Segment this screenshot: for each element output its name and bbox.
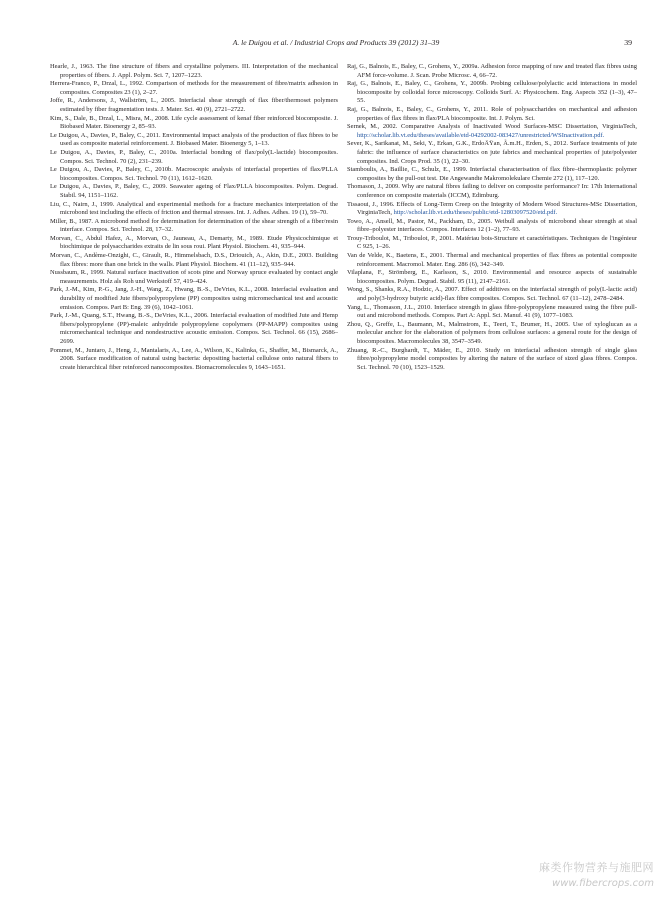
reference-text: Herrera-Franco, P., Drzal, L., 1992. Comparison of methods for the measurement of fibre/matrix adhesion in composites. Composites 23 (1), 2–27. (50, 80, 338, 96)
reference-text: Morvan, C., Abdul Hafez, A., Morvan, O., Jauneau, A., Demarty, M., 1989. Etude Physicochimique et biochimique de polysaccharides extraits de lin sous roui. Plant Physiol. Biochem. 41, 935–944. (50, 234, 338, 251)
reference-link[interactable]: http://scholar.lib.vt.edu/theses/public/etd-12803097520/etd.pdf. (393, 209, 558, 217)
reference-entry (347, 123, 637, 140)
reference-entry (50, 149, 338, 166)
reference-entry (347, 106, 637, 123)
reference-text: Sever, K., Sarikanat, M., Seki, Y., Erkan, G.K., ErdoÄŸan, Ã.m.H., Erden, S., 2012. Surface treatments of jute fabric: the influence of surface characteristics on jute fabrics and mechanical properties of jute/polyester composites. Ind. Crops Prod. 35 (1), 22–30. (347, 140, 637, 165)
reference-text: Nussbaum, R., 1999. Natural surface inactivation of scots pine and Norway spruce evaluated by contact angle measurements. Holz als Roh und Werkstoff 57, 419–424. (50, 269, 338, 285)
reference-entry (50, 235, 338, 252)
reference-entry (50, 201, 338, 218)
reference-entry (50, 286, 338, 312)
reference-entry (347, 201, 637, 218)
reference-text: Le Duigou, A., Davies, P., Baley, C., 2010b. Macroscopic analysis of interfacial properties of flax/PLLA biocomposites. Compos. Sci. Technol. 70 (11), 1612–1620. (50, 166, 338, 182)
reference-text: Zhou, Q., Greffe, L., Baumann, M., Malmstrom, E., Teeri, T., Brumer, H., 2005. Use of xyloglucan as a molecular anchor for the elaboration of polymers from cellulose surfaces: a general route for the design of biocomposites. Macromolecules 38, 3547–3549. (347, 320, 637, 345)
reference-text: Towo, A., Ansell, M., Pastor, M., Packham, D., 2005. Weibull analysis of microbond shear strength at sisal fibre–polyester interfaces. Compos. Interfaces 12 (1–2), 77–93. (347, 217, 637, 234)
reference-text: Joffe, R., Andersons, J., Wallström, L., 2005. Interfacial shear strength of flax fiber/thermoset polymers estimated by fiber fragmentation tests. J. Mater. Sci. 40 (9), 2721–2722. (50, 97, 338, 113)
reference-text: Trouy-Triboulot, M., Triboulot, P., 2001. Matériau bois-Structure et caractéristiques. Techniques de l'ingénieur C 925, 1–26. (347, 234, 637, 251)
reference-text: Hearle, J., 1963. The fine structure of fibers and crystalline polymers. III. Interpretation of the mechanical properties of fibers. J. Appl. Polym. Sci. 7, 1207–1223. (50, 63, 338, 79)
reference-text: Raj, G., Balnois, E., Baley, C., Grohens, Y., 2011. Role of polysaccharides on mechanical and adhesion properties of flax fibres in flax/PLA biocomposite. Int. J. Polym. Sci. (347, 105, 637, 122)
reference-text: Wong, S., Shanks, R.A., Hodzic, A., 2007. Effect of additives on the interfacial strength of poly(L-lactic acid) and poly(3-hydroxy butyric acid)-flax fibre composites. Compos. Sci. Technol. 67 (11–12), 2478–2484. (347, 286, 637, 303)
reference-text: Morvan, C., Andème-Onzighi, C., Girault, R., Himmelsbach, D.S., Driouich, A., Akin, D.E., 2003. Building flax fibres: more than one brick in the walls. Plant Physiol. Biochem. 41 (11–12), 935–944. (50, 252, 338, 268)
reference-entry (50, 166, 338, 183)
reference-entry (347, 80, 637, 106)
reference-text: Vilaplana, F., Strömberg, E., Karlsson, S., 2010. Environmental and resource aspects of sustainable biocomposites. Polym. Degrad. Stabil. 95 (11), 2147–2161. (347, 269, 637, 285)
reference-entry (50, 97, 338, 114)
reference-entry (347, 166, 637, 183)
watermark-url: www.fibercrops.com (552, 878, 654, 889)
reference-text: Park, J.-M., Kim, P.-G., Jang, J.-H., Wang, Z., Hwang, B.-S., DeVries, K.L., 2008. Interfacial evaluation and durability of modified Jute fibers/polypropylene (PP) composites using micromechanical test and acoustic emission. Compos. Part B: Eng. 39 (6), 1042–1061. (50, 286, 338, 311)
reference-entry (50, 269, 338, 286)
reference-entry (347, 347, 637, 373)
reference-text: Park, J.-M., Quang, S.T., Hwang, B.-S., DeVries, K.L., 2006. Interfacial evaluation of modified Jute and Hemp fibers/polypropylene (PP)-maleic anhydride polypropylene copolymers (PP-MAPP) composites using micromechanical technique and nondestructive acoustic emission. Compos. Sci. Technol. 66 (15), 2686–2699. (50, 312, 338, 345)
reference-text: Sernek, M., 2002. Comparative Analysis of Inactivated Wood Surfaces-MSC Dissertation, VirginiaTech, (347, 123, 637, 131)
reference-entry (50, 115, 338, 132)
journal-citation: A. le Duigou et al. / Industrial Crops and Products 39 (2012) 31–39 (232, 38, 440, 47)
reference-entry (347, 321, 637, 347)
reference-text: Zhuang, R.-C., Burghardt, T., Mäder, E., 2010. Study on interfacial adhesion strength of single glass fibre/polypropylene model composites by altering the nature of the surface of sized glass fibres. Compos. Sci. Technol. 70 (10), 1523–1529. (347, 346, 637, 371)
reference-text: Kim, S., Dale, B., Drzal, L., Misra, M., 2008. Life cycle assessment of kenaf fiber reinforced biocomposite. J. Biobased Mater. Bioenergy 2, 85–93. (50, 114, 338, 131)
reference-entry (50, 347, 338, 373)
reference-text: Raj, G., Balnois, E., Baley, C., Grohens, Y., 2009a. Adhesion force mapping of raw and treated flax fibres using AFM force-volume. J. Scan. Probe Microsc. 4, 66–72. (347, 63, 637, 79)
reference-text: Le Duigou, A., Davies, P., Baley, C., 2010a. Interfacial bonding of flax/poly(L-lactide) biocomposites. Compos. Sci. Technol. 70 (2), 231–239. (50, 148, 338, 165)
reference-entry (50, 80, 338, 97)
reference-text: Thomason, J., 2009. Why are natural fibres failing to deliver on composite performance? In: 17th International conference on composite materials (ICCM), Edimburg. (347, 183, 637, 199)
reference-text: Miller, B., 1987. A microbond method for determination for determination of the shear strength of a fiber/resin interface. Compos. Sci. Technol. 28, 17–32. (50, 217, 338, 234)
reference-entry (347, 218, 637, 235)
reference-text: Le Duigou, A., Davies, P., Baley, C., 2009. Seawater ageing of Flax/PLLA biocomposites. Polym. Degrad. Stabil. 94, 1151–1162. (50, 183, 338, 199)
references-right-column (347, 63, 637, 372)
reference-entry (347, 183, 637, 200)
reference-entry (347, 286, 637, 303)
reference-text: Liu, C., Nairn, J., 1999. Analytical and experimental methods for a fracture mechanics interpretation of the microbond test including the effects of friction and thermal stresses. Int. J. Adhes. Adhes. 19 (1), 59–70. (50, 200, 338, 217)
reference-entry (347, 269, 637, 286)
reference-text: Stamboulis, A., Baillie, C., Schulz, E., 1999. Interfacial characterisation of flax fibre–thermoplastic polymer composites by the pull-out test. Die Angewandte Makromolekulare Chemie 272 (1), 117–120. (347, 166, 637, 182)
reference-entry (50, 132, 338, 149)
references-left-column (50, 63, 338, 372)
running-header (0, 38, 672, 52)
reference-entry (50, 63, 338, 80)
reference-entry (50, 218, 338, 235)
reference-entry (347, 140, 637, 166)
reference-entry (50, 183, 338, 200)
reference-entry (347, 63, 637, 80)
reference-text: Van de Velde, K., Baetens, E., 2001. Thermal and mechanical properties of flax fibres as potential composite reinforcement. Macromol. Mater. Eng. 286 (6), 342–349. (347, 252, 637, 268)
reference-text: Pommet, M., Juntaro, J., Heng, J., Mantalaris, A., Lee, A., Wilson, K., Kalinka, G., Shaffer, M., Bismarck, A., 2008. Surface modification of natural using bacteria: depositing bacterial cellulose onto natural fibers to create hierarchical fiber reinforced nanocomposites. Biomacromolecules 9, 1643–1651. (50, 346, 338, 371)
reference-link[interactable]: http://scholar.lib.vt.edu/theses/available/etd-04292002-083427/unrestricted/WSInactivation.pdf. (357, 131, 605, 139)
reference-text: Raj, G., Balnois, E., Baley, C., Grohens, Y., 2009b. Probing cellulose/polylactic acid interactions in model biocomposite by colloidal force microscopy. Colloids Surf. A: Physicochem. Eng. Aspects 352 (1–3), 47–55. (347, 80, 637, 105)
watermark-site-name: 麻类作物营养与施肥网 (539, 861, 654, 874)
reference-entry (50, 312, 338, 346)
page-number: 39 (624, 38, 632, 47)
reference-entry (347, 304, 637, 321)
reference-entry (347, 235, 637, 252)
reference-text: Tissaoui, J., 1996. Effects of Long-Term Creep on the Integrity of Modern Wood Structures-MSc Dissertation, VirginiaTech, (347, 200, 637, 217)
watermark (539, 859, 654, 889)
reference-entry (347, 252, 637, 269)
reference-entry (50, 252, 338, 269)
reference-text: Yang, L., Thomason, J.L., 2010. Interface strength in glass fibre-polypropylene measured using the fibre pull-out and microbond methods. Compos. Part A: Appl. Sci. Manuf. 41 (9), 1077–1083. (347, 303, 637, 320)
reference-text: Le Duigou, A., Davies, P., Baley, C., 2011. Environmental impact analysis of the production of flax fibres to be used as composite material reinforcement. J. Biobased Mater. Bioenergy 5, 1–13. (50, 131, 338, 148)
